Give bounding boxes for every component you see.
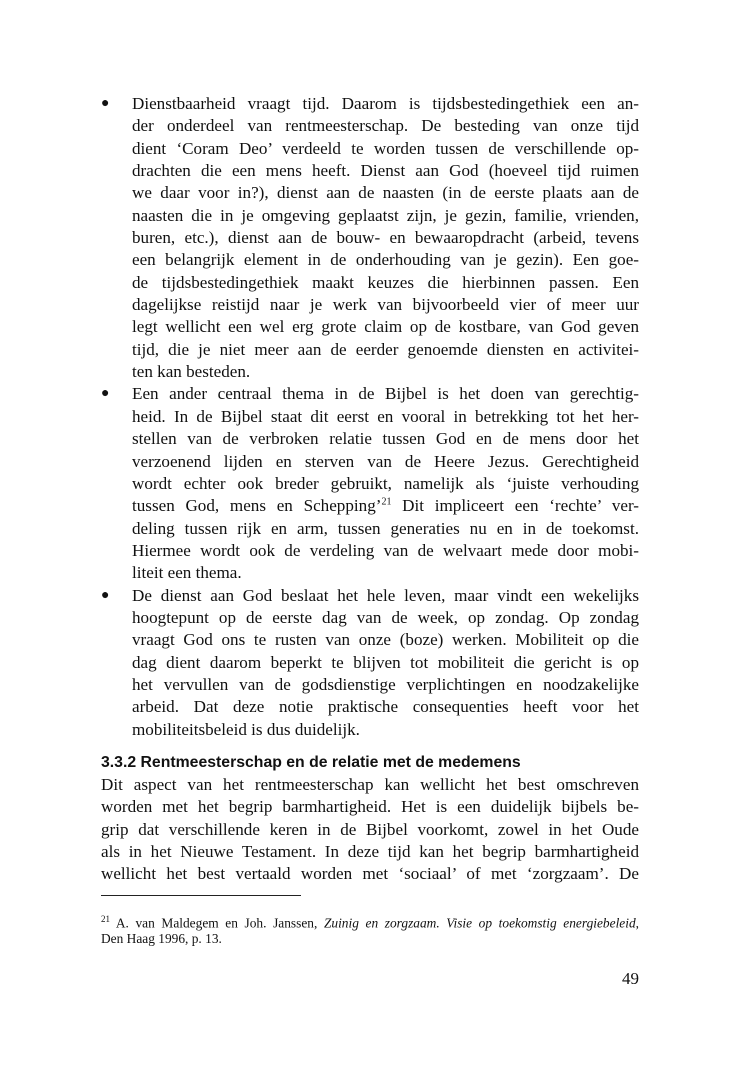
text-line: Dienstbaarheid vraagt tijd. Daarom is tijdsbestedingethiek een an- (132, 94, 639, 113)
text-line: Hiermee wordt ook de verdeling van de welvaart mede door mobi- (132, 540, 639, 560)
bullet-item (101, 585, 639, 741)
text-line: De dienst aan God beslaat het hele leven, maar vindt een wekelijks (132, 585, 639, 605)
page-body (101, 93, 639, 886)
footnote-authors: A. van Maldegem en Joh. Janssen, (110, 915, 324, 931)
text-line: buren, etc.), dienst aan de bouw- en bewaaropdracht (arbeid, tevens (132, 228, 639, 248)
text-line: hoogtepunt op de eerste dag van de week, op zondag. Op zondag (132, 607, 639, 627)
text-line: Dit aspect van het rentmeesterschap kan wellicht het best omschreven (101, 774, 639, 794)
text-line: de tijdsbestedingethiek maakt keuzes die hierbinnen passen. Een (132, 272, 639, 292)
footnote-line: Den Haag 1996, p. 13. (101, 931, 222, 946)
text-line: grip dat verschillende keren in de Bijbel voorkomt, zowel in het Oude (101, 819, 639, 839)
text-line: naasten die in je omgeving geplaatst zijn, je gezin, familie, vrienden, (132, 205, 639, 225)
text-line-with-footnote-ref (132, 495, 639, 517)
section-heading: 3.3.2 Rentmeesterschap en de relatie met de medemens (101, 753, 521, 771)
text-line: als in het Nieuwe Testament. In deze tijd kan het begrip barmhartigheid (101, 842, 639, 861)
text-line: mobiliteitsbeleid is dus duidelijk. (132, 719, 360, 739)
bullet-icon: ● (101, 96, 110, 111)
text-line: arbeid. Dat deze notie praktische consequenties heeft voor het (132, 697, 639, 717)
bullet-item (101, 383, 639, 584)
footnote-title: Zuinig en zorgzaam. Visie op toekomstig energiebeleid (323, 915, 636, 931)
text-line: Een ander centraal thema in de Bijbel is het doen van gerechtig- (132, 384, 639, 404)
page-number: 49 (622, 969, 639, 988)
section-paragraph (101, 774, 639, 886)
text-line: drachten die een mens heeft. Dienst aan God (hoeveel tijd ruimen (132, 161, 639, 181)
text-line: vraagt God ons te rusten van onze (boze) werken. Mobiliteit op die (132, 630, 639, 650)
bullet-icon: ● (101, 386, 110, 402)
text-line: verzoenend lijden en sterven van de Heere Jezus. Gerechtigheid (132, 451, 639, 471)
text-line: legt wellicht een wel erg grote claim op de kostbare, van God geven (132, 317, 639, 337)
bullet-icon: ● (101, 587, 110, 603)
text-line: een belangrijk element in de onderhouding van je gezin). Een goe- (132, 250, 639, 270)
text-line: deling tussen rijk en arm, tussen generaties nu en in de toekomst. (132, 518, 639, 538)
text-line: tijd, die je niet meer aan de eerder genoemde diensten en activitei- (132, 339, 639, 359)
text-line: wellicht het best vertaald worden met ‘sociaal’ of met ‘zorgzaam’. De (101, 864, 639, 884)
bullet-item (101, 93, 639, 383)
text-line: liteit een thema. (132, 563, 242, 583)
text-line: dagelijkse reistijd naar je werk van bijvoorbeeld vier of meer uur (132, 295, 639, 315)
text-line: wordt echter ook breder gebruikt, namelijk als ‘juiste verhouding (132, 473, 639, 493)
text-line: worden met het begrip barmhartigheid. Het is een duidelijk bijbels be- (101, 797, 639, 817)
text-fragment: Dit impliceert een ‘rechte’ ver- (391, 496, 640, 516)
footnote-punct: , (635, 915, 640, 931)
footnote-line (101, 910, 639, 929)
text-line: der onderdeel van rentmeesterschap. De besteding van onze tijd (132, 116, 639, 136)
text-fragment: tussen God, mens en Schepping’ (132, 496, 382, 516)
text-line: stellen van de verbroken relatie tussen God en de mens door het (132, 429, 639, 449)
text-line: ten kan besteden. (132, 362, 251, 382)
footnote-divider (101, 895, 301, 896)
text-line: dient ‘Coram Deo’ verdeeld te worden tussen de verschillende op- (132, 138, 639, 158)
footnote-reference[interactable]: 21 (381, 496, 392, 508)
text-line: heid. In de Bijbel staat dit eerst en vooral in betrekking tot het her- (132, 406, 639, 426)
footnote (101, 910, 639, 948)
footnote-number: 21 (101, 914, 110, 924)
text-line: dag dient daarom beperkt te blijven tot mobiliteit die gericht is op (132, 652, 639, 672)
text-line: het vervullen van de godsdienstige verplichtingen en noodzakelijke (132, 674, 639, 694)
bullet-list (101, 93, 639, 741)
text-line: we daar voor in?), dienst aan de naasten (in de eerste plaats aan de (132, 183, 639, 203)
